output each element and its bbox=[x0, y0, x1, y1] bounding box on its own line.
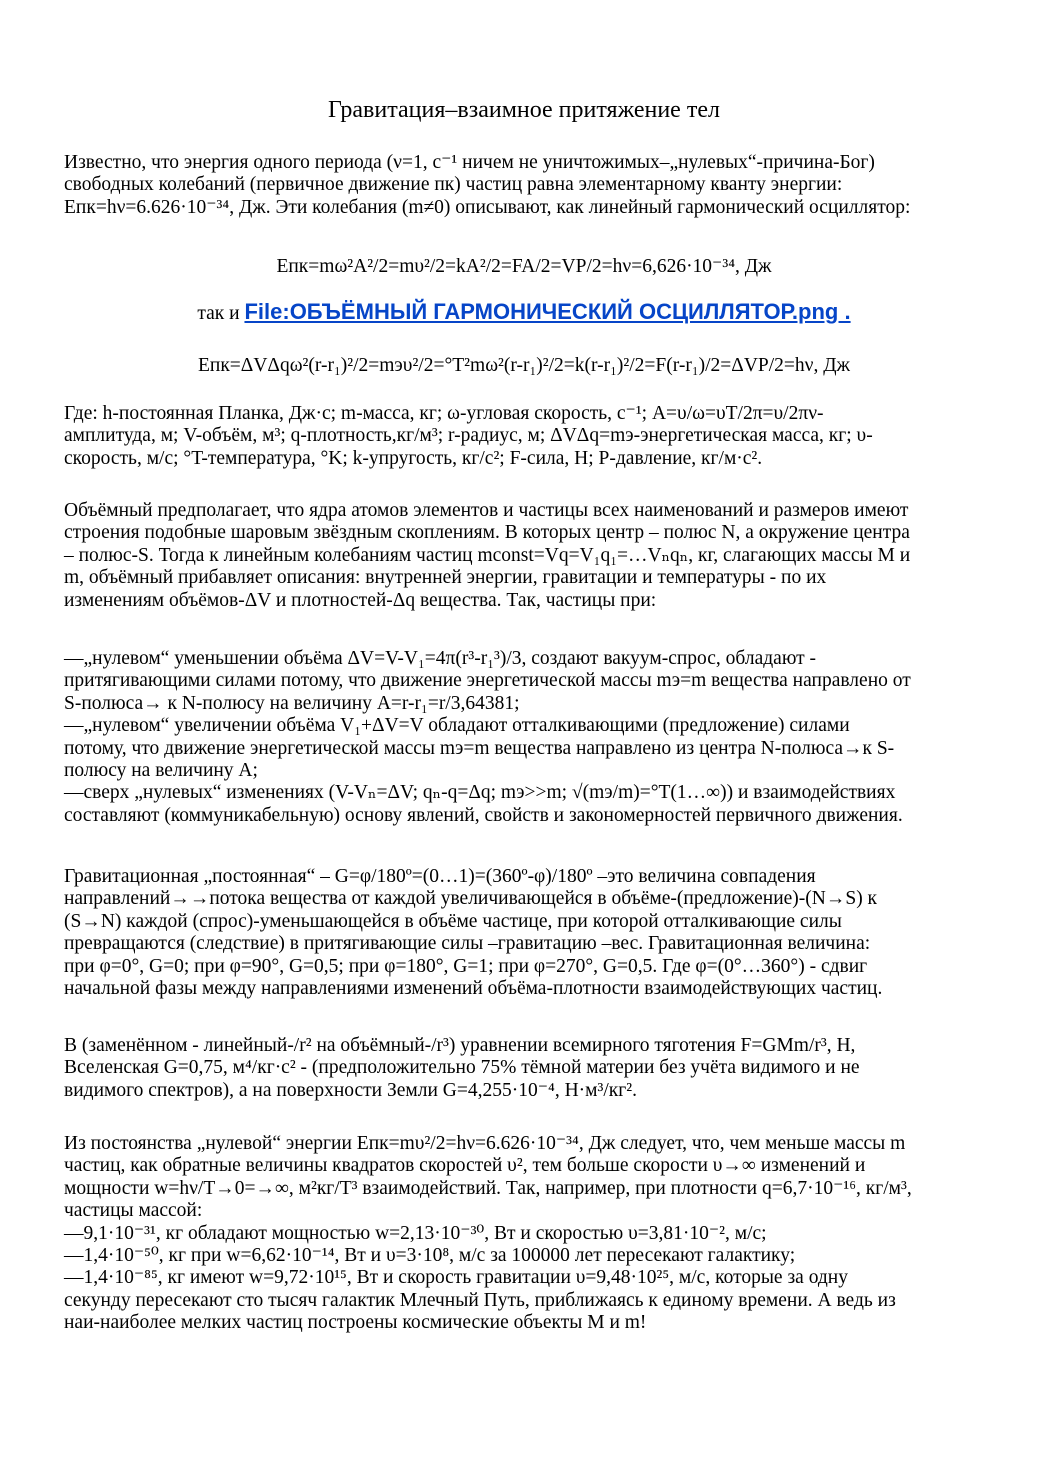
gravity-line: Гравитационная „постоянная“ – G=φ/180º=(0…1)=(360º-φ)/180º –это величина совпадения bbox=[64, 866, 816, 887]
final-line: наи-наиболее мелких частиц построены космические объекты M и m! bbox=[64, 1312, 647, 1334]
volume-line: изменениям объёмов-ΔV и плотностей-Δq вещества. Так, частицы при: bbox=[64, 589, 657, 611]
law-line: Вселенская G=0,75, м⁴/кг·с² - (предположительно 75% тёмной материи без учёта видимого и не bbox=[64, 1057, 860, 1079]
formula-volume-oscillator: Eпк=ΔVΔqω²(r-r₁)²/2=mэυ²/2=°T²mω²(r-r₁)²/2=k(r-r₁)²/2=F(r-r₁)/2=ΔVP/2=hν, Дж bbox=[197, 355, 851, 376]
definitions-line: Где: h-постоянная Планка, Дж·с; m-масса, кг; ω-угловая скорость, с⁻¹; A=υ/ω=υT/2π=υ/2πν- bbox=[64, 403, 824, 424]
final-line: —9,1·10⁻³¹, кг обладают мощностью w=2,13·10⁻³⁰, Вт и скоростью υ=3,81·10⁻², м/с; bbox=[64, 1222, 767, 1244]
list-line: потому, что движение энергетической массы mэ=m вещества направлено из центра N-полюса→к S- bbox=[64, 737, 895, 759]
gravity-line: направлений→→потока вещества от каждой увеличивающейся в объёме-(предложение)-(N→S) к bbox=[64, 888, 878, 910]
file-link[interactable]: File:ОБЪЁМНЫЙ ГАРМОНИЧЕСКИЙ ОСЦИЛЛЯТОР.png . bbox=[244, 299, 851, 324]
law-line: В (заменённом - линейный-/r² на объёмный-/r³) уравнении всемирного тяготения F=GMm/r³, Н, bbox=[64, 1035, 856, 1056]
definitions-line: скорость, м/с; °T-температура, °K; k-упругость, кг/с²; F-сила, Н; P-давление, кг/м·с². bbox=[64, 447, 763, 469]
volume-line: m, объёмный прибавляет описания: внутренней энергии, гравитации и температуры - по их bbox=[64, 567, 827, 589]
gravity-line: начальной фазы между направлениями изменений объёма-плотности взаимодействующих частиц. bbox=[64, 978, 883, 1000]
law-paragraph bbox=[64, 1035, 994, 1102]
intro-line: свободных колебаний (первичное движение пк) частиц равна элементарному кванту энергии: bbox=[64, 174, 843, 196]
page-title: Гравитация–взаимное притяжение тел bbox=[328, 97, 720, 123]
list-line: S-полюса→ к N-полюсу на величину A=r-r₁=r/3,64381; bbox=[64, 692, 520, 714]
link-line bbox=[0, 301, 1048, 325]
list-line: —„нулевом“ увеличении объёма V₁+ΔV=V обладают отталкивающими (предложение) силами bbox=[64, 715, 850, 737]
gravity-line: (S→N) каждой (спрос)-уменьшающейся в объёме частице, при которой отталкивающие силы bbox=[64, 910, 842, 932]
law-line: видимого спектров), а на поверхности Земли G=4,255·10⁻⁴, Н·м³/кг². bbox=[64, 1079, 637, 1101]
volume-line: строения подобные шаровым звёздным скоплениям. В которых центр – полюс N, а окружение центра bbox=[64, 522, 910, 544]
final-line: Из постоянства „нулевой“ энергии Eпк=mυ²/2=hν=6.626·10⁻³⁴, Дж следует, что, чем меньше массы m bbox=[64, 1133, 906, 1154]
intro-line: Известно, что энергия одного периода (ν=1, c⁻¹ ничем не уничтожимых–„нулевых“-причина-Бог) bbox=[64, 152, 875, 173]
final-line: секунду пересекают сто тысяч галактик Млечный Путь, приближаясь к единому времени. А ведь из bbox=[64, 1289, 896, 1311]
final-line: частицы массой: bbox=[64, 1200, 203, 1222]
final-line: мощности w=hν/T→0=→∞, м²кг/T³ взаимодействий. Так, например, при плотности q=6,7·10⁻¹⁶, кг/м³, bbox=[64, 1177, 912, 1199]
list-paragraph bbox=[64, 648, 994, 827]
volume-paragraph bbox=[64, 500, 994, 612]
definitions-line: амплитуда, м; V-объём, м³; q-плотность,кг/м³; r-радиус, м; ΔVΔq=mэ-энергетическая масса, кг; υ- bbox=[64, 425, 873, 447]
final-line: —1,4·10⁻⁸⁵, кг имеют w=9,72·10¹⁵, Вт и скорость гравитации υ=9,48·10²⁵, м/с, которые за одну bbox=[64, 1267, 848, 1289]
final-line: частиц, как обратные величины квадратов скоростей υ², тем больше скорости υ→∞ изменений и bbox=[64, 1155, 866, 1177]
intro-paragraph bbox=[64, 152, 994, 219]
list-line: —„нулевом“ уменьшении объёма ΔV=V-V₁=4π(r³-r₁³)/3, создают вакуум-спрос, обладают - bbox=[64, 648, 817, 669]
link-prefix: так и bbox=[197, 303, 245, 324]
list-line: полюсу на величину A; bbox=[64, 760, 258, 782]
list-line: притягивающими силами потому, что движение энергетической массы mэ=m вещества направлено от bbox=[64, 670, 911, 692]
intro-line: Eпк=hν=6.626·10⁻³⁴, Дж. Эти колебания (m≠0) описывают, как линейный гармонический осциллятор: bbox=[64, 196, 911, 218]
list-line: —сверх „нулевых“ изменениях (V-Vₙ=ΔV; qₙ-q=Δq; mэ>>m; √(mэ/m)=°T(1…∞)) и взаимодействиях bbox=[64, 782, 896, 804]
gravity-line: при φ=0°, G=0; при φ=90°, G=0,5; при φ=180°, G=1; при φ=270°, G=0,5. Где φ=(0°…360°) - сдвиг bbox=[64, 955, 868, 977]
final-paragraph bbox=[64, 1133, 994, 1335]
volume-line: – полюс-S. Тогда к линейным колебаниям частиц mconst=Vq=V₁q₁=…Vₙqₙ, кг, слагающих массы M и bbox=[64, 544, 911, 566]
gravity-paragraph bbox=[64, 866, 994, 1000]
list-line: составляют (коммуникабельную) основу явлений, свойств и закономерностей первичного движения. bbox=[64, 804, 903, 826]
gravity-line: превращаются (следствие) в притягивающие силы –гравитацию –вес. Гравитационная величина: bbox=[64, 933, 871, 955]
formula-linear-oscillator: Eпк=mω²A²/2=mυ²/2=kA²/2=FA/2=VP/2=hν=6,626·10⁻³⁴, Дж bbox=[276, 256, 772, 277]
definitions-paragraph bbox=[64, 403, 994, 470]
volume-line: Объёмный предполагает, что ядра атомов элементов и частицы всех наименований и размеров имеют bbox=[64, 500, 909, 521]
final-line: —1,4·10⁻⁵⁰, кг при w=6,62·10⁻¹⁴, Вт и υ=3·10⁸, м/с за 100000 лет пересекают галактику; bbox=[64, 1245, 796, 1267]
